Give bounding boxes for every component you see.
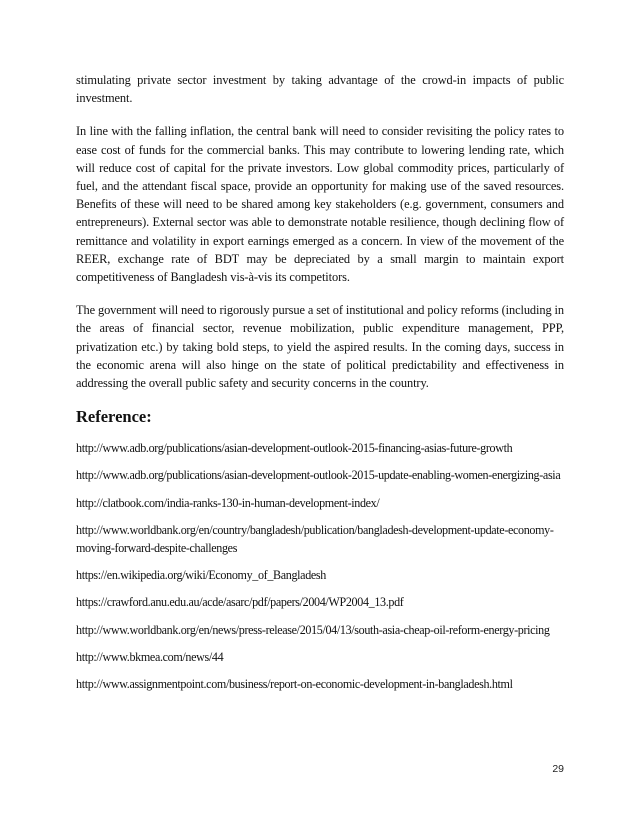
reference-item: https://crawford.anu.edu.au/acde/asarc/pdf/papers/2004/WP2004_13.pdf xyxy=(76,595,404,610)
reference-item: http://www.adb.org/publications/asian-development-outlook-2015-update-enabling-women-energizing-asia xyxy=(76,468,561,483)
page-number: 29 xyxy=(552,763,564,775)
paragraph-continuation: stimulating private sector investment by taking advantage of the crowd-in impacts of public investment. xyxy=(76,73,564,106)
reference-item: http://clatbook.com/india-ranks-130-in-human-development-index/ xyxy=(76,495,380,510)
reference-item: http://www.adb.org/publications/asian-development-outlook-2015-financing-asias-future-growth xyxy=(76,441,513,456)
paragraph-reforms: The government will need to rigorously pursue a set of institutional and policy reforms (including in the areas of financial sector, revenue mobilization, public expenditure management, PPP, privatization etc.) by taking bold steps, to yield the aspired results. In the coming days, success in the economic arena will also hinge on the state of political predictability and effectiveness in addressing the overall public safety and security concerns in the country. xyxy=(76,303,564,391)
reference-item: http://www.assignmentpoint.com/business/report-on-economic-development-in-bangladesh.html xyxy=(76,677,513,692)
reference-item: http://www.worldbank.org/en/country/bangladesh/publication/bangladesh-development-update-economy-moving-forward-despite-challenges xyxy=(76,522,554,556)
reference-heading: Reference: xyxy=(76,407,152,427)
reference-item: https://en.wikipedia.org/wiki/Economy_of_Bangladesh xyxy=(76,568,326,583)
reference-item: http://www.worldbank.org/en/news/press-release/2015/04/13/south-asia-cheap-oil-reform-energy-pricing xyxy=(76,622,550,637)
paragraph-monetary-policy: In line with the falling inflation, the central bank will need to consider revisiting the policy rates to ease cost of funds for the commercial banks. This may contribute to lowering lending rate, which will reduce cost of capital for the private investors. Low global commodity prices, particularly of fuel, and the attendant fiscal space, provide an opportunity for making use of the saved resources. Benefits of these will need to be shared among key stakeholders (e.g. government, consumers and entrepreneurs). External sector was able to demonstrate notable resilience, though declining flow of remittance and volatility in export earnings emerged as a concern. In view of the movement of the REER, exchange rate of BDT may be depreciated by a small margin to maintain export competitiveness of Bangladesh vis-à-vis its competitors. xyxy=(76,124,564,285)
reference-item: http://www.bkmea.com/news/44 xyxy=(76,649,224,664)
page-content xyxy=(76,71,564,702)
reference-list xyxy=(76,439,564,693)
